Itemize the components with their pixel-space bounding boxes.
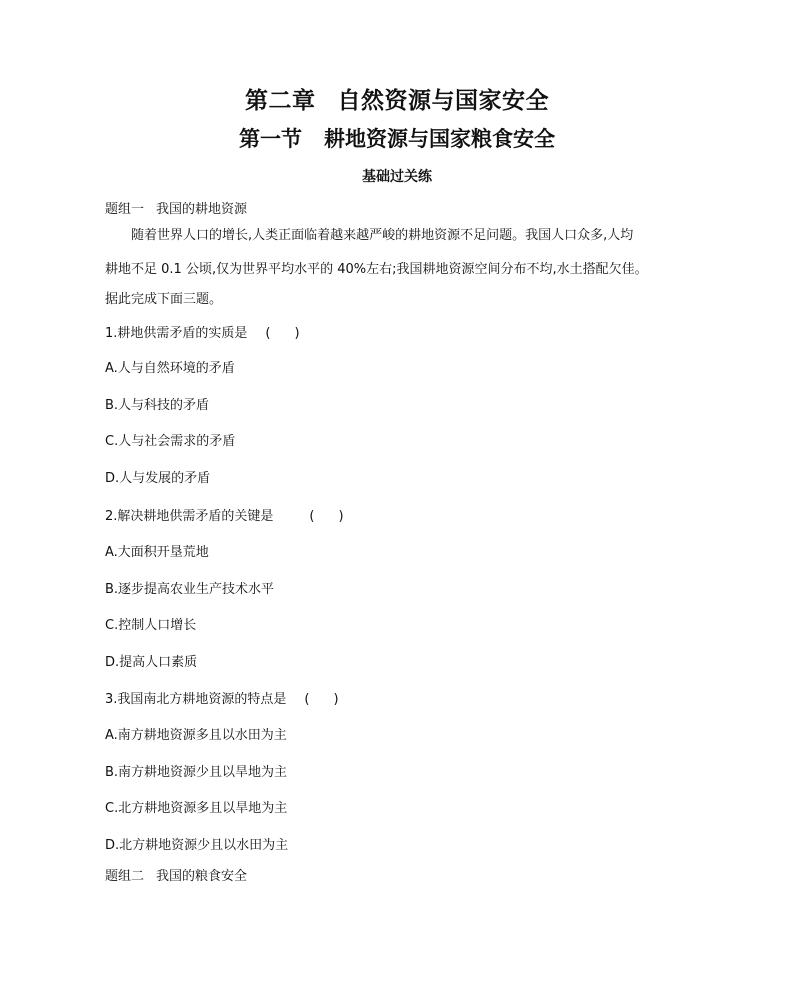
answer-blank — [265, 327, 299, 340]
answer-blank — [309, 510, 343, 523]
group-label: 题组二 — [105, 869, 145, 884]
passage-line: 耕地不足 0.1 公顷,仅为世界平均水平的 40%左右;我国耕地资源空间分布不均,水土搭配欠佳。 — [105, 262, 648, 277]
bracket-close: ) — [333, 692, 339, 707]
question-text: 1.耕地供需矛盾的实质是 — [105, 326, 248, 341]
answer-option: C.控制人口增长 — [105, 618, 197, 633]
group-title: 我国的粮食安全 — [156, 869, 248, 884]
group-heading — [105, 203, 247, 216]
bracket-close: ) — [294, 326, 300, 341]
answer-option: B.人与科技的矛盾 — [105, 398, 210, 413]
question-text: 2.解决耕地供需矛盾的关键是 — [105, 509, 274, 524]
answer-option: D.人与发展的矛盾 — [105, 471, 211, 486]
section-name: 耕地资源与国家粮食安全 — [324, 127, 555, 151]
passage-line: 随着世界人口的增长,人类正面临着越来越严峻的耕地资源不足问题。我国人口众多,人均 — [131, 228, 634, 243]
answer-option: C.北方耕地资源多且以旱地为主 — [105, 801, 288, 816]
answer-option: C.人与社会需求的矛盾 — [105, 434, 236, 449]
answer-option: A.人与自然环境的矛盾 — [105, 361, 235, 376]
chapter-name: 自然资源与国家安全 — [337, 88, 549, 114]
chapter-label: 第二章 — [245, 88, 316, 114]
question-stem — [105, 693, 339, 706]
answer-option: D.提高人口素质 — [105, 655, 198, 670]
section-title — [0, 129, 794, 150]
chapter-title — [0, 90, 794, 113]
passage-line: 据此完成下面三题。 — [105, 292, 223, 307]
section-label: 第一节 — [239, 127, 302, 151]
group-title: 我国的耕地资源 — [156, 202, 248, 217]
bracket-open: ( — [309, 509, 315, 524]
answer-option: A.南方耕地资源多且以水田为主 — [105, 728, 287, 743]
question-text: 3.我国南北方耕地资源的特点是 — [105, 692, 287, 707]
answer-option: A.大面积开垦荒地 — [105, 545, 209, 560]
group-heading — [105, 870, 247, 883]
bracket-open: ( — [265, 326, 271, 341]
answer-option: D.北方耕地资源少且以水田为主 — [105, 838, 289, 853]
group-label: 题组一 — [105, 202, 145, 217]
answer-blank — [304, 693, 338, 706]
question-stem — [105, 327, 300, 340]
answer-option: B.南方耕地资源少且以旱地为主 — [105, 765, 288, 780]
question-stem — [105, 510, 344, 523]
exercise-subtitle: 基础过关练 — [362, 169, 432, 185]
bracket-close: ) — [338, 509, 344, 524]
bracket-open: ( — [304, 692, 310, 707]
answer-option: B.逐步提高农业生产技术水平 — [105, 582, 275, 597]
